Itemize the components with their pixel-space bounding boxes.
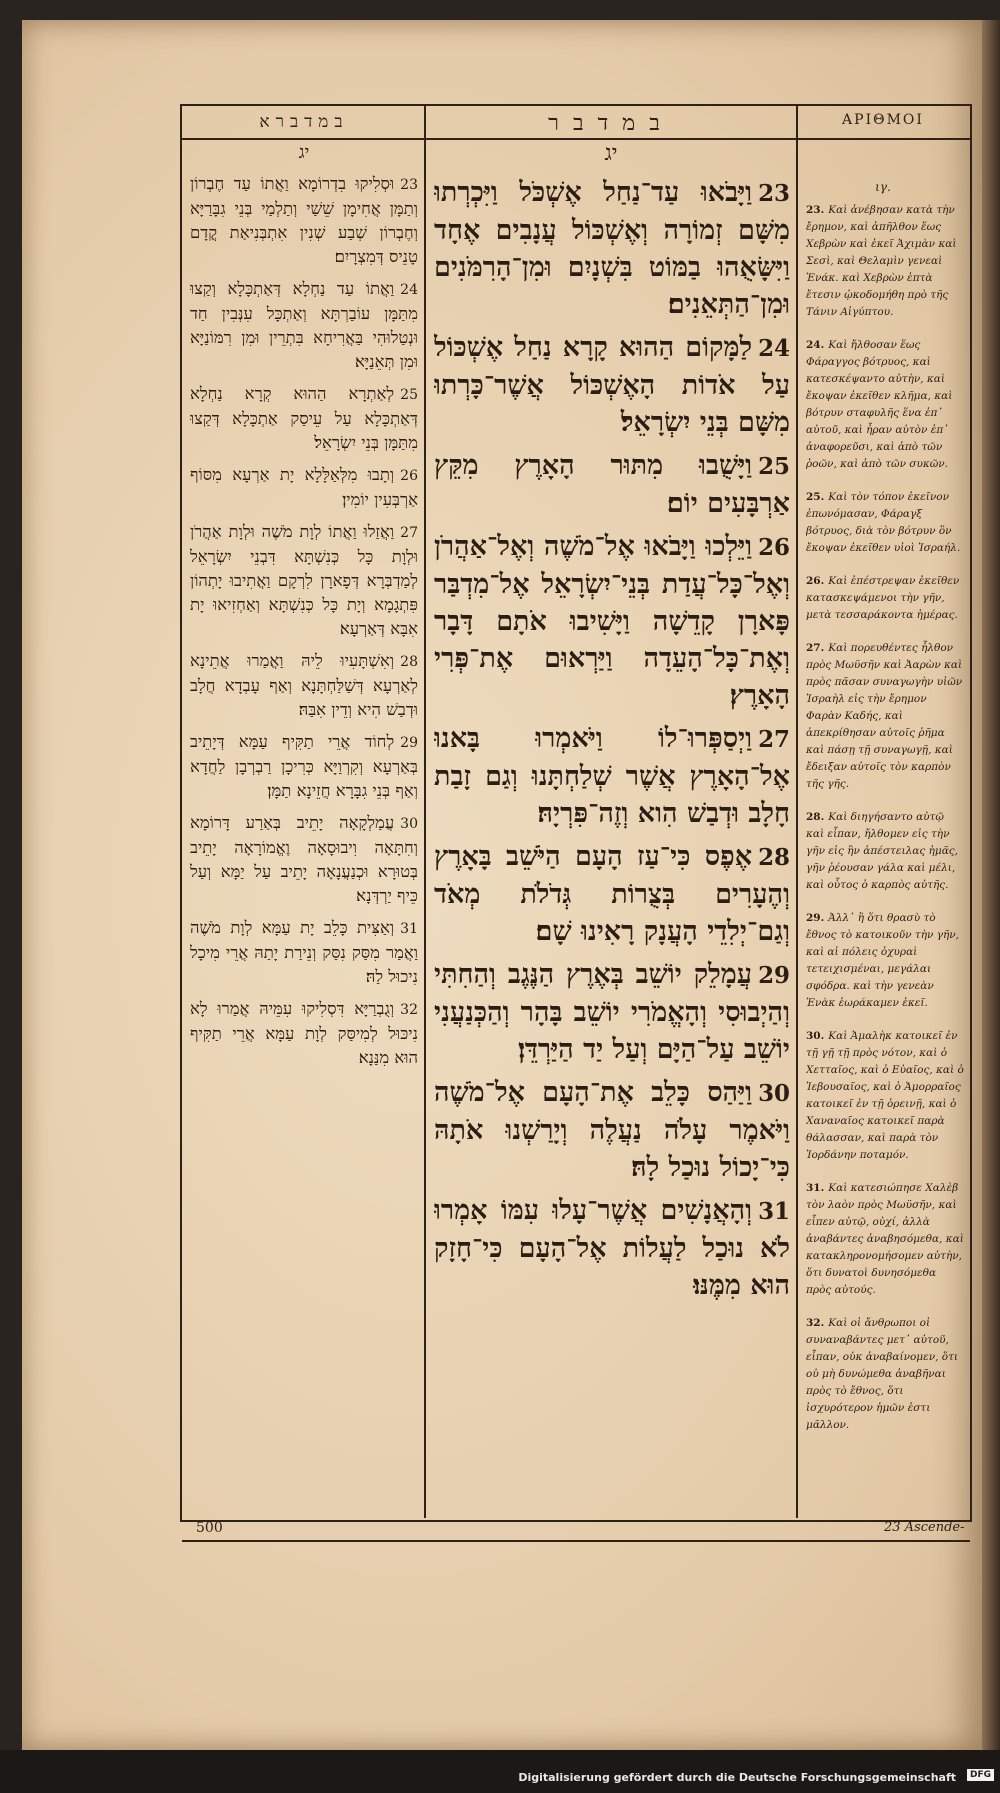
verse-number: 27 bbox=[400, 525, 418, 541]
verse bbox=[434, 956, 790, 1068]
verse bbox=[806, 202, 964, 321]
column-divider-right bbox=[796, 106, 798, 1518]
verse-number: 27 bbox=[758, 726, 790, 753]
verse-text: Καὶ ἤλθοσαν ἕως Φάραγγος βότρυος, καὶ κατεσκέψαντο αὐτὴν, καὶ ἔκοψαν ἐκεῖθεν κλῆμα, καὶ βότρυν σταφυλῆς ἕνα ἐπ᾽ αὐτοῦ, καὶ ἦραν αὐτὸν ἐπ᾽ ἀναφορεῦσι, καὶ ἀπὸ τῶν ῥοῶν, καὶ ἀπὸ τῶν συκῶν. bbox=[806, 339, 953, 470]
verse-number: 28 bbox=[400, 654, 418, 670]
verse bbox=[190, 649, 418, 722]
verse-text: Καὶ Ἀμαλὴκ κατοικεῖ ἐν τῇ γῇ τῇ πρὸς νότον, καὶ ὁ Χετταῖος, καὶ ὁ Εὐαῖος, καὶ ὁ Ἰεβουσαῖος, καὶ ὁ Ἀμορραῖος κατοικεῖ ἐν τῇ ὀρεινῇ, καὶ ὁ Χαναναῖος κατοικεῖ παρὰ θάλασσαν, καὶ παρὰ τὸν Ἰορδάνην ποταμόν. bbox=[806, 1030, 964, 1161]
verse-text: וּסְלִיקוּ בִדְרוֹמָא וַאֲתוֹ עַד חֶבְרוֹן וְתַמָּן אֲחִימָן שֵׁשַׁי וְתַלְמַי בְּנֵי גִבָּרַיָּא וְחֶבְרוֹן שְׁבַע שְׁנִין אִתְבְּנִיאַת קֳדָם טָנֵיס דְּמִצְרָיִם׃ bbox=[190, 174, 418, 266]
verse-text: Καὶ ἀνέβησαν κατὰ τὴν ἔρημον, καὶ ἀπῆλθον ἕως Χεβρὼν καὶ ἐκεῖ Ἀχιμὰν καὶ Σεσὶ, καὶ Θελαμὶν γενεαὶ Ἐνάκ. καὶ Χεβρὼν ἑπτὰ ἔτεσιν ᾠκοδομήθη πρὸ τῆς Τάνιν Αἰγύπτου. bbox=[806, 204, 957, 318]
verse bbox=[434, 720, 790, 832]
verse bbox=[434, 1074, 790, 1186]
verse bbox=[806, 489, 964, 557]
verse-text: עֲמַלְקָאָה יָתֵיב בְּאַרַע דָּרוֹמָא וְחִתָּאָה וִיבוּסָאָה וֶאֱמוֹרָאָה יָתֵיב בְּטוּרָא וּכְנַעֲנָאָה יָתֵיב עַל יַמָּא וְעַל כֵּיף יַרְדְּנָא׃ bbox=[190, 813, 418, 905]
bottom-rule bbox=[182, 1540, 970, 1542]
verse bbox=[434, 1192, 790, 1304]
verse-number: 32. bbox=[806, 1317, 825, 1329]
verse bbox=[806, 1180, 964, 1299]
verse bbox=[190, 172, 418, 269]
verse bbox=[190, 463, 418, 512]
verse bbox=[434, 838, 790, 950]
running-head-aramaic: במדברא bbox=[259, 112, 349, 132]
verse-number: 31. bbox=[806, 1182, 825, 1194]
verse bbox=[190, 997, 418, 1070]
column-divider-left bbox=[424, 106, 426, 1518]
verse bbox=[190, 520, 418, 641]
verse-number: 26 bbox=[758, 534, 790, 561]
verse-number: 29 bbox=[758, 962, 790, 989]
dfg-logo: DFG bbox=[967, 1769, 994, 1781]
verse-number: 23. bbox=[806, 204, 825, 216]
verse-number: 29. bbox=[806, 912, 825, 924]
verse-text: Καὶ διηγήσαντο αὐτῷ καὶ εἶπαν, ἤλθομεν εἰς τὴν γῆν εἰς ἣν ἀπέστειλας ἡμᾶς, γῆν ῥέουσαν γάλα καὶ μέλι, καὶ οὗτος ὁ καρπὸς αὐτῆς. bbox=[806, 811, 959, 891]
verse bbox=[806, 640, 964, 793]
verse-number: 30. bbox=[806, 1030, 825, 1042]
verse-text: וְאִשְׁתָּעִיוּ לֵיהּ וַאֲמַרוּ אֲתֵינָא לְאַרְעָא דְּשַׁלַּחְתָּנָא וְאַף עָבְדָא חֲלָב וּדְבַשׁ הִיא וְדֵין אִבַּהּ׃ bbox=[190, 651, 418, 719]
verse-number: 28. bbox=[806, 811, 825, 823]
digitization-credit: Digitalisierung gefördert durch die Deutsche Forschungsgemeinschaft bbox=[518, 1771, 956, 1784]
verse bbox=[434, 447, 790, 522]
chapter-number-greek: ιγ. bbox=[875, 180, 891, 194]
verse-text: Καὶ τὸν τόπον ἐκεῖνον ἐπωνόμασαν, Φάραγξ βότρυος, διὰ τὸν βότρυν ὃν ἔκοψαν ἐκεῖθεν υἱοὶ Ἰσραήλ. bbox=[806, 491, 961, 554]
verse-number: 23 bbox=[758, 180, 790, 207]
verse-number: 28 bbox=[758, 844, 790, 871]
verse bbox=[190, 277, 418, 374]
verse-number: 25 bbox=[758, 453, 790, 480]
verse-text: וַיָּשֻׁבוּ מִתּוּר הָאָרֶץ מִקֵּץ אַרְבָּעִים יוֹם׃ bbox=[434, 450, 790, 519]
verse-text: וַיְסַפְּרוּ־לוֹ וַיֹּאמְרוּ בָּאנוּ אֶל־הָאָרֶץ אֲשֶׁר שְׁלַחְתָּנוּ וְגַם זָבַת חָלָב וּדְבַשׁ הִוא וְזֶה־פִּרְיָהּ׃ bbox=[434, 723, 790, 829]
catchword: 23 Ascende- bbox=[884, 1520, 965, 1535]
verse bbox=[806, 1028, 964, 1164]
verse-number: 24 bbox=[758, 335, 790, 362]
verse-text: וַיֵּלְכוּ וַיָּבֹאוּ אֶל־מֹשֶׁה וְאֶל־אַהֲרֹן וְאֶל־כָּל־עֲדַת בְּנֵי־יִשְׂרָאֵל אֶל־מִדְבַּר פָּארָן קָדֵשָׁה וַיָּשִׁיבוּ אֹתָם דָּבָר וְאֶת־כָּל־הָעֵדָה וַיַּרְאוּם אֶת־פְּרִי הָאָרֶץ׃ bbox=[434, 531, 790, 711]
verse-number: 26. bbox=[806, 575, 825, 587]
verse-text: Καὶ οἱ ἄνθρωποι οἱ συναναβάντες μετ᾽ αὐτοῦ, εἶπαν, οὐκ ἀναβαίνομεν, ὅτι οὐ μὴ δυνώμεθα ἀναβῆναι πρὸς τὸ ἔθνος, ὅτι ἰσχυρότερον ἡμῶν ἐστι μᾶλλον. bbox=[806, 1317, 959, 1431]
verse-number: 26 bbox=[400, 468, 418, 484]
verse bbox=[190, 382, 418, 455]
hebrew-column bbox=[434, 174, 790, 1514]
verse-text: וְגֻבְרַיָּא דִּסְלִיקוּ עִמֵּיהּ אֲמַרוּ לָא נִיכּוּל לְמִיסַּק לְוָת עַמָּא אֲרֵי תַקִּיף הוּא מִנַּנָא׃ bbox=[190, 999, 418, 1067]
verse-text: וַיַּהַס כָּלֵב אֶת־הָעָם אֶל־מֹשֶׁה וַיֹּאמֶר עָלֹה נַעֲלֶה וְיָרַשְׁנוּ אֹתָהּ כִּי־יָכוֹל נוּכַל לָהּ׃ bbox=[434, 1077, 790, 1183]
verse bbox=[190, 730, 418, 803]
verse-number: 31 bbox=[400, 921, 418, 937]
verse-text: לְחוֹד אֲרֵי תַקִּיף עַמָּא דְּיָתֵיב בְּאַרְעָא וְקִרְוַיָּא כְּרִיכָן רַבְרְבָן לַחֲדָא וְאַף בְּנֵי גִבָּרָא חֲזֵינָא תַמָּן׃ bbox=[190, 732, 418, 800]
verse-number: 31 bbox=[758, 1198, 790, 1225]
verse bbox=[190, 811, 418, 908]
chapter-number-aramaic: יג bbox=[298, 142, 310, 163]
verse-number: 30 bbox=[758, 1080, 790, 1107]
verse-text: לְאַתְרָא הַהוּא קְרָא נַחְלָא דְּאַתְכָּלָא עַל עֵיסַק אַתְכָּלָא דְּקַצוּ מִתַּמָּן בְּנֵי יִשְׂרָאֵל׃ bbox=[190, 384, 418, 452]
verse-text: Καὶ κατεσιώπησε Χαλὲβ τὸν λαὸν πρὸς Μωϋσῆν, καὶ εἶπεν αὐτῷ, οὐχί, ἀλλὰ ἀναβάντες ἀναβησόμεθα, καὶ κατακληρονομήσομεν αὐτὴν, ὅτι δυνατοὶ δυνησόμεθα πρὸς αὐτούς. bbox=[806, 1182, 964, 1296]
verse bbox=[434, 329, 790, 441]
verse-text: לַמָּקוֹם הַהוּא קָרָא נַחַל אֶשְׁכּוֹל עַל אֹדוֹת הָאֶשְׁכּוֹל אֲשֶׁר־כָּרְתוּ מִשָּׁם בְּנֵי יִשְׂרָאֵל׃ bbox=[434, 332, 790, 438]
verse-text: וַאֲתוֹ עַד נַחְלָא דְּאַתְכָּלָא וְקַצוּ מִתַּמָּן עוֹבַרְתָּא וְאַתְכָּל עִנְּבִין חַד וּנְטַלוּהִי בַּאֲרִיחָא בִּתְרֵין וּמִן רִמּוֹנַיָּא וּמִן תְּאֵנַיָּא׃ bbox=[190, 279, 418, 371]
verse bbox=[806, 1315, 964, 1434]
verse-number: 30 bbox=[400, 816, 418, 832]
verse-text: וְהָאֲנָשִׁים אֲשֶׁר־עָלוּ עִמּוֹ אָמְרוּ לֹא נוּכַל לַעֲלוֹת אֶל־הָעָם כִּי־חָזָק הוּא מִמֶּנּוּ׃ bbox=[434, 1195, 790, 1301]
verse-text: וַאֲזַלוּ וַאֲתוֹ לְוָת מֹשֶׁה וּלְוָת אַהֲרֹן וּלְוָת כָּל כְּנִשְׁתָּא דִּבְנֵי יִשְׂרָאֵל לְמַדְבְּרָא דְּפָארָן לִרְקָם וַאֲתִיבוּ יָתְהוֹן פִּתְגָמָא וְיָת כָּל כְּנִשְׁתָּא וְאַחְזִיאוּ יָת אִבָּא דְּאַרְעָא׃ bbox=[190, 522, 418, 638]
verse-text: Καὶ ἐπέστρεψαν ἐκεῖθεν κατασκεψάμενοι τὴν γῆν, μετὰ τεσσαράκοντα ἡμέρας. bbox=[806, 575, 960, 621]
verse-number: 29 bbox=[400, 735, 418, 751]
verse-text: Καὶ πορευθέντες ἦλθον πρὸς Μωϋσῆν καὶ Ἀαρὼν καὶ πρὸς πᾶσαν συναγωγὴν υἱῶν Ἰσραὴλ εἰς τὴν ἔρημον Φαρὰν Καδής, καὶ ἀπεκρίθησαν αὐτοῖς ῥῆμα καὶ πάσῃ τῇ συναγωγῇ, καὶ ἔδειξαν αὐτοῖς τὸν καρπὸν τῆς γῆς. bbox=[806, 642, 963, 790]
verse bbox=[434, 528, 790, 714]
verse-number: 25 bbox=[400, 387, 418, 403]
verse-number: 25. bbox=[806, 491, 825, 503]
book-edge bbox=[982, 20, 1000, 1750]
verse-number: 23 bbox=[400, 177, 418, 193]
verse-text: Ἀλλ᾽ ἢ ὅτι θρασὺ τὸ ἔθνος τὸ κατοικοῦν τὴν γῆν, καὶ αἱ πόλεις ὀχυραὶ τετειχισμέναι, μεγάλαι σφόδρα. καὶ τὴν γενεὰν Ἐνὰκ ἑωράκαμεν ἐκεῖ. bbox=[806, 912, 959, 1009]
greek-column bbox=[806, 202, 964, 1512]
verse-number: 24. bbox=[806, 339, 825, 351]
verse-text: וְתָבוּ מִלְּאַלָּלָא יָת אַרְעָא מִסּוֹף אַרְבְּעִין יוֹמִין׃ bbox=[190, 465, 418, 509]
verse bbox=[806, 573, 964, 624]
verse-number: 27. bbox=[806, 642, 825, 654]
aramaic-column bbox=[190, 172, 418, 1512]
verse bbox=[806, 809, 964, 894]
verse-text: עֲמָלֵק יוֹשֵׁב בְּאֶרֶץ הַנֶּגֶב וְהַחִתִּי וְהַיְבוּסִי וְהָאֱמֹרִי יוֹשֵׁב בָּהָר וְהַכְּנַעֲנִי יוֹשֵׁב עַל־הַיָּם וְעַל יַד הַיַּרְדֵּן׃ bbox=[434, 959, 790, 1065]
verse-number: 32 bbox=[400, 1002, 418, 1018]
chapter-number-hebrew: יג bbox=[604, 141, 618, 166]
verse-text: וַיָּבֹאוּ עַד־נַחַל אֶשְׁכֹּל וַיִּכְרְתוּ מִשָּׁם זְמוֹרָה וְאֶשְׁכּוֹל עֲנָבִים אֶחָד וַיִּשָּׂאֻהוּ בַמּוֹט בִּשְׁנָיִם וּמִן־הָרִמֹּנִים וּמִן־הַתְּאֵנִים׃ bbox=[434, 177, 790, 320]
verse bbox=[806, 337, 964, 473]
running-head-greek: ΑΡΙΘΜΟΙ bbox=[842, 112, 924, 128]
verse-number: 24 bbox=[400, 282, 418, 298]
verse bbox=[190, 916, 418, 989]
verse bbox=[806, 910, 964, 1012]
running-head-hebrew: במדבר bbox=[548, 111, 674, 136]
verse bbox=[434, 174, 790, 323]
page-number: 500 bbox=[196, 1520, 223, 1536]
verse-text: אֶפֶס כִּי־עַז הָעָם הַיֹּשֵׁב בָּאָרֶץ וְהֶעָרִים בְּצֻרוֹת גְּדֹלֹת מְאֹד וְגַם־יְלִדֵי הָעֲנָק רָאִינוּ שָׁם׃ bbox=[434, 841, 790, 947]
verse-text: וְאַצִּית כָּלֵב יָת עַמָּא לְוָת מֹשֶׁה וַאֲמַר מִסַּק נִסַּק וְנֵירַת יָתַהּ אֲרֵי מִיכָל נִיכוּל לַהּ׃ bbox=[190, 918, 418, 986]
